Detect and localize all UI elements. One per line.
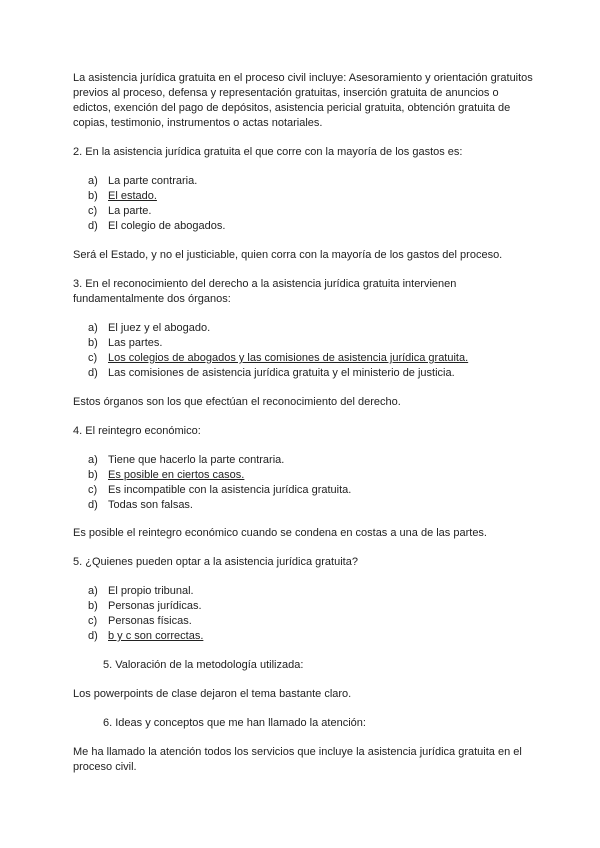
option-d: d) Las comisiones de asistencia jurídica gratuita y el ministerio de justicia.	[88, 367, 455, 379]
correct-answer: Es posible en ciertos casos.	[108, 469, 245, 481]
option-c: c) La parte.	[88, 205, 152, 217]
question-4: 4. El reintegro económico:	[73, 425, 201, 437]
option-c: c) Personas físicas.	[88, 615, 192, 627]
question-2-explanation: Será el Estado, y no el justiciable, quien corra con la mayoría de los gastos del proceso.	[73, 249, 503, 261]
section-5-heading: 5. Valoración de la metodología utilizada:	[103, 659, 304, 671]
option-a: a) El propio tribunal.	[88, 585, 194, 597]
option-d: d) El colegio de abogados.	[88, 220, 226, 232]
option-a: a) Tiene que hacerlo la parte contraria.	[88, 454, 285, 466]
option-a: a) La parte contraria.	[88, 175, 198, 187]
option-b: b) Es posible en ciertos casos.	[88, 469, 245, 481]
intro-paragraph: La asistencia jurídica gratuita en el proceso civil incluye: Asesoramiento y orientación gratuitos previos al proceso, defensa y representación gratuitas, inserción gratuita de anuncios o edictos, exención del pago de depósitos, asistencia pericial gratuita, obtención gratuita de copias, testimonio, instrumentos o actas notariales.	[73, 72, 533, 129]
question-2-options	[88, 174, 225, 234]
question-4-options	[88, 453, 351, 513]
question-5-options	[88, 584, 203, 644]
correct-answer: b y c son correctas.	[108, 630, 204, 642]
question-3-options	[88, 321, 468, 381]
option-c: c) Los colegios de abogados y las comisiones de asistencia jurídica gratuita.	[88, 352, 469, 364]
correct-answer: Los colegios de abogados y las comisiones de asistencia jurídica gratuita.	[108, 352, 469, 364]
question-4-explanation: Es posible el reintegro económico cuando se condena en costas a una de las partes.	[73, 527, 487, 539]
option-a: a) El juez y el abogado.	[88, 322, 211, 334]
section-5-text: Los powerpoints de clase dejaron el tema bastante claro.	[73, 688, 352, 700]
option-b: b) El estado.	[88, 190, 157, 202]
option-d: d) b y c son correctas.	[88, 630, 204, 642]
question-3-explanation: Estos órganos son los que efectúan el reconocimiento del derecho.	[73, 396, 401, 408]
option-d: d) Todas son falsas.	[88, 499, 193, 511]
section-6-heading: 6. Ideas y conceptos que me han llamado la atención:	[103, 717, 366, 729]
question-3: 3. En el reconocimiento del derecho a la asistencia jurídica gratuita intervienen fundamentalmente dos órganos:	[73, 278, 457, 305]
option-b: b) Personas jurídicas.	[88, 600, 202, 612]
correct-answer: El estado.	[108, 190, 157, 202]
option-b: b) Las partes.	[88, 337, 163, 349]
section-6-text: Me ha llamado la atención todos los servicios que incluye la asistencia jurídica gratuita en el proceso civil.	[73, 746, 522, 773]
question-5: 5. ¿Quienes pueden optar a la asistencia jurídica gratuita?	[73, 556, 358, 568]
question-2: 2. En la asistencia jurídica gratuita el que corre con la mayoría de los gastos es:	[73, 146, 463, 158]
option-c: c) Es incompatible con la asistencia jurídica gratuita.	[88, 484, 352, 496]
